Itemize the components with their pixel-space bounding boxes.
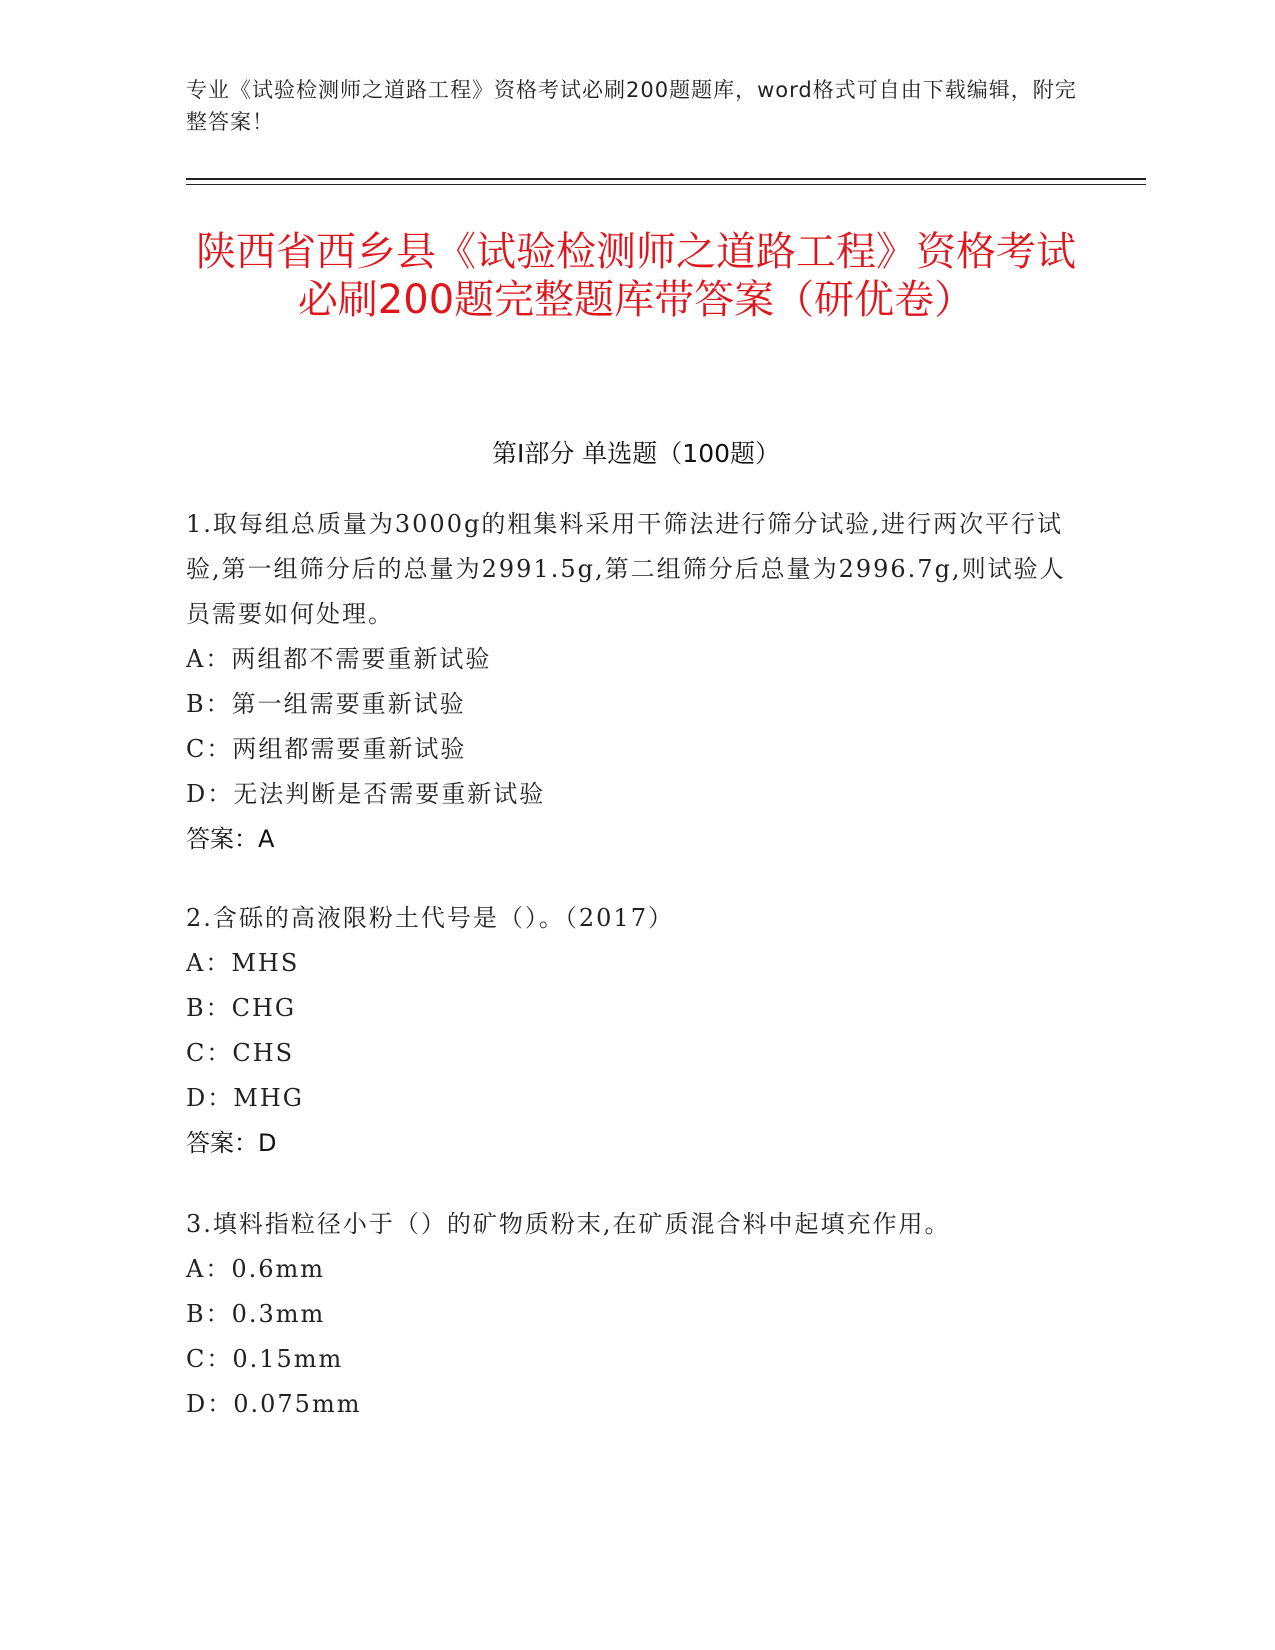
option-d: D：0.075mm xyxy=(186,1390,362,1418)
option-list xyxy=(186,941,1086,1121)
question-stem: 2.含砾的高液限粉土代号是（）。（2017） xyxy=(186,904,674,932)
option-c: C：0.15mm xyxy=(186,1345,344,1373)
option-a: A：两组都不需要重新试验 xyxy=(186,645,492,673)
question-stem: 3.填料指粒径小于（）的矿物质粉末,在矿质混合料中起填充作用。 xyxy=(186,1210,951,1238)
header-note: 专业《试验检测师之道路工程》资格考试必刷200题题库，word格式可自由下载编辑，附完整答案！ xyxy=(186,78,1077,134)
option-b: B：0.3mm xyxy=(186,1300,326,1328)
question-2 xyxy=(186,896,1086,1166)
question-stem: 1.取每组总质量为3000g的粗集料采用干筛法进行筛分试验,进行两次平行试验,第一组筛分后的总量为2991.5g,第二组筛分后总量为2996.7g,则试验人员需要如何处理。 xyxy=(186,510,1066,628)
answer-line: 答案：A xyxy=(186,825,275,853)
option-b: B：第一组需要重新试验 xyxy=(186,690,466,718)
option-c: C：CHS xyxy=(186,1039,295,1067)
option-a: A：MHS xyxy=(186,949,300,977)
header-divider xyxy=(186,178,1146,180)
document-title: 陕西省西乡县《试验检测师之道路工程》资格考试必刷200题完整题库带答案（研优卷） xyxy=(196,229,1076,323)
option-list xyxy=(186,1247,1086,1427)
option-b: B：CHG xyxy=(186,994,297,1022)
section-heading: 第Ⅰ部分 单选题（100题） xyxy=(491,439,781,468)
question-3 xyxy=(186,1202,1086,1427)
header-divider-thin xyxy=(186,184,1146,185)
question-1 xyxy=(186,502,1086,862)
option-a: A：0.6mm xyxy=(186,1255,326,1283)
answer-line: 答案：D xyxy=(186,1129,277,1157)
option-d: D：MHG xyxy=(186,1084,304,1112)
option-d: D：无法判断是否需要重新试验 xyxy=(186,780,546,808)
option-c: C：两组都需要重新试验 xyxy=(186,735,467,763)
option-list xyxy=(186,637,1086,817)
